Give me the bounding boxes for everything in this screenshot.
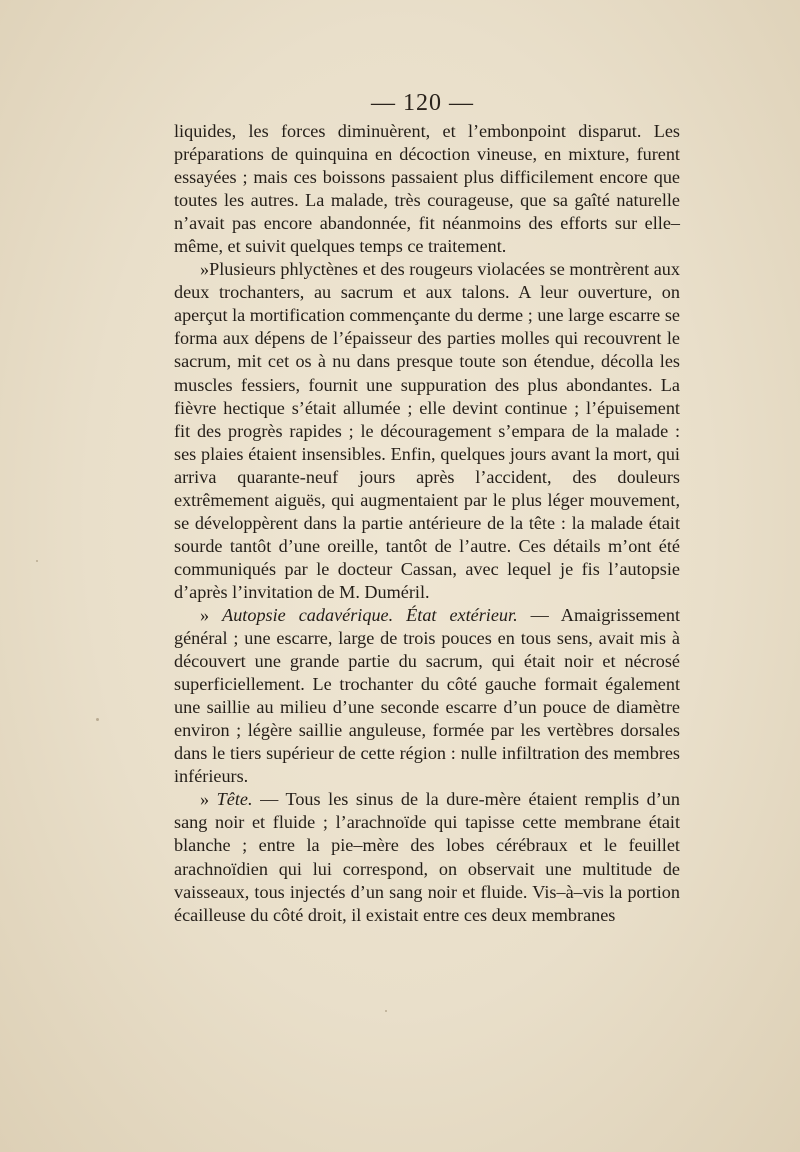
paper-speck: [385, 1010, 387, 1012]
paragraph-text: liquides, les forces diminuèrent, et l’embonpoint disparut. Les préparations de quinquina en décoction vineuse, en mixture, furent essayées ; mais ces boissons passaient plus difficilement encore que toutes les autres. La malade, très courageuse, que sa gaîté naturelle n’avait pas encore abandonnée, fit néanmoins des efforts sur elle–même, et suivit quelques temps ce traitement.: [174, 121, 680, 257]
paper-speck: [96, 718, 99, 721]
paragraph-autopsie: [174, 604, 680, 788]
paragraph-continuation: [174, 120, 680, 258]
paragraph-phlyctenes: [174, 258, 680, 604]
paragraph-text: »Plusieurs phlyctènes et des rougeurs violacées se montrèrent aux deux trochanters, au sacrum et aux talons. A leur ouverture, on aperçut la mortification commençante du derme ; une large escarre se forma aux dépens de l’épaisseur des parties molles qui recouvrent le sacrum, mit cet os à nu dans presque toute son étendue, décolla les muscles fessiers, fournit une suppuration des plus abondantes. La fièvre hectique s’était allumée ; elle devint continue ; l’épuisement fit des progrès rapides ; le découragement s’empara de la malade : ses plaies étaient insensibles. Enfin, quelques jours avant la mort, qui arriva quarante-neuf jours après l’accident, des douleurs extrêmement aiguës, qui augmentaient par le plus léger mouvement, se développèrent dans la partie antérieure de la tête : la malade était sourde tantôt d’une oreille, tantôt de l’autre. Ces détails m’ont été communiqués par le docteur Cassan, avec lequel je fis l’autopsie d’après l’invitation de M. Duméril.: [174, 259, 680, 602]
page-number: — 120 —: [371, 90, 474, 116]
section-heading: Autopsie cadavérique. État extérieur.: [222, 604, 518, 625]
section-heading: Tête.: [216, 789, 253, 810]
paragraph-text: — Amaigrissement général ; une escarre, large de trois pouces en tous sens, avait mis à découvert une grande partie du sacrum, qui était noir et nécrosé superficiellement. Le trochanter du côté gauche formait également une saillie au milieu d’une seconde escarre d’un pouce de diamètre environ ; légère saillie anguleuse, formée par les vertèbres dorsales dans le tiers supérieur de cette région : nulle infiltration des membres inférieurs.: [174, 604, 681, 787]
quote-mark: »: [200, 604, 223, 625]
paragraph-text: — Tous les sinus de la dure-mère étaient remplis d’un sang noir et fluide ; l’arachnoïde qui tapisse cette membrane était blanche ; entre la pie–mère des lobes cérébraux et le feuillet arachnoïdien qui lui correspond, on observait une multitude de vaisseaux, tous injectés d’un sang noir et fluide. Vis–à–vis la portion écailleuse du côté droit, il existait entre ces deux membranes: [174, 789, 680, 925]
body-text: [174, 120, 680, 927]
quote-mark: »: [200, 789, 217, 810]
paragraph-tete: [174, 788, 680, 926]
paper-speck: [36, 560, 38, 562]
